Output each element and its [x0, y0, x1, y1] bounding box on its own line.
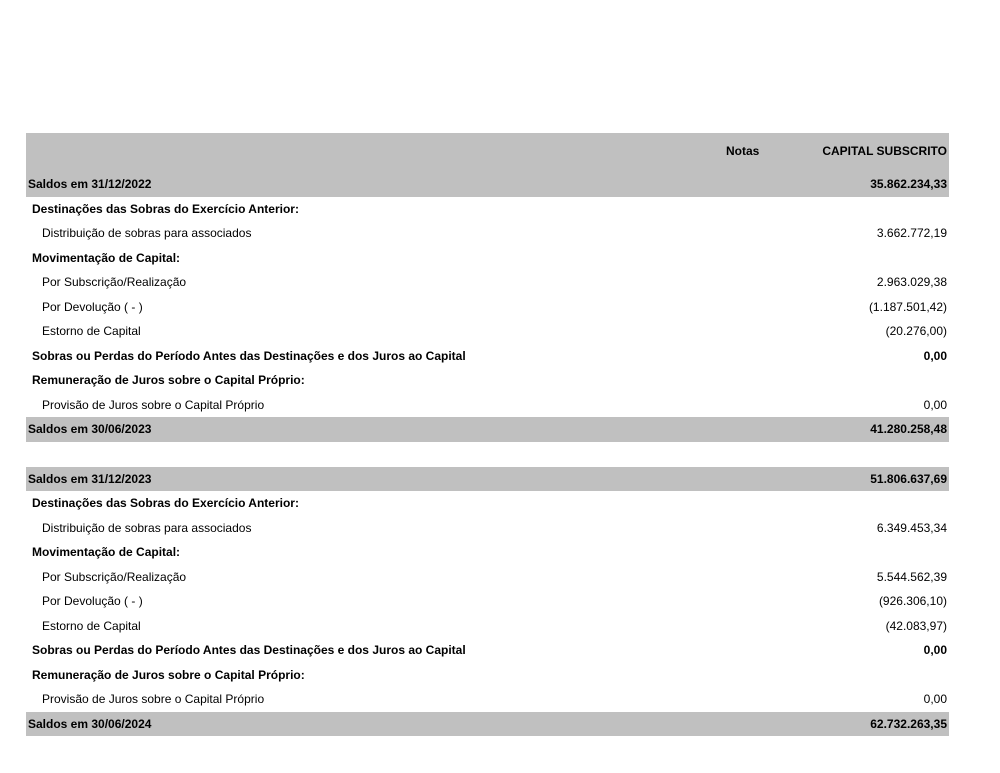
row-label: Sobras ou Perdas do Período Antes das Destinações e dos Juros ao Capital: [32, 348, 466, 363]
section-total-row: [26, 638, 949, 663]
row-label: Por Subscrição/Realização: [42, 275, 187, 289]
row-value: 6.349.453,34: [876, 520, 947, 535]
row-value: 41.280.258,48: [870, 422, 947, 436]
section-header-row: [26, 540, 949, 565]
closing-balance-row: [26, 712, 949, 737]
equity-statement-table: [26, 133, 949, 736]
row-value: 0,00: [923, 348, 947, 363]
row-value: 3.662.772,19: [876, 226, 947, 240]
table-row: [26, 319, 949, 344]
section-header-row: [26, 368, 949, 393]
row-label: Distribuição de sobras para associados: [42, 520, 252, 535]
row-label: Saldos em 30/06/2024: [28, 716, 152, 731]
row-label: Por Devolução ( - ): [42, 594, 143, 608]
closing-balance-row: [26, 417, 949, 442]
row-value: (20.276,00): [885, 324, 947, 338]
row-label: Saldos em 31/12/2022: [28, 177, 152, 191]
row-label: Por Subscrição/Realização: [42, 569, 187, 584]
row-value: 35.862.234,33: [870, 177, 947, 191]
table-row: [26, 295, 949, 320]
row-label: Remuneração de Juros sobre o Capital Próprio:: [32, 667, 305, 682]
row-value: (42.083,97): [885, 618, 947, 633]
row-label: Movimentação de Capital:: [32, 250, 181, 265]
table-row: [26, 270, 949, 295]
row-label: Estorno de Capital: [42, 618, 141, 633]
section-header-row: [26, 491, 949, 516]
row-label: Sobras ou Perdas do Período Antes das Destinações e dos Juros ao Capital: [32, 643, 466, 657]
table-row: [26, 221, 949, 246]
row-value: 0,00: [923, 692, 947, 706]
row-label: Distribuição de sobras para associados: [42, 226, 252, 240]
row-label: Por Devolução ( - ): [42, 299, 143, 314]
row-label: Destinações das Sobras do Exercício Anterior:: [32, 201, 299, 216]
row-value: 0,00: [923, 643, 947, 657]
row-label: Saldos em 30/06/2023: [28, 422, 152, 436]
notas-column-header: Notas: [726, 144, 760, 158]
row-label: Estorno de Capital: [42, 324, 141, 338]
row-value: (1.187.501,42): [868, 299, 947, 314]
table-row: [26, 589, 949, 614]
table-header: [26, 133, 949, 172]
row-label: Provisão de Juros sobre o Capital Próprio: [42, 692, 265, 706]
opening-balance-row: [26, 172, 949, 197]
row-value: (926.306,10): [878, 594, 947, 608]
opening-balance-row: [26, 467, 949, 492]
row-label: Remuneração de Juros sobre o Capital Próprio:: [32, 373, 305, 387]
section-header-row: [26, 663, 949, 688]
section-total-row: [26, 344, 949, 369]
period-separator: [26, 442, 949, 467]
row-label: Destinações das Sobras do Exercício Anterior:: [32, 496, 299, 510]
section-header-row: [26, 197, 949, 222]
row-label: Movimentação de Capital:: [32, 545, 181, 559]
table-row: [26, 687, 949, 712]
capital-subscrito-column-header: CAPITAL SUBSCRITO: [822, 144, 947, 158]
row-label: Provisão de Juros sobre o Capital Próprio: [42, 397, 265, 412]
row-value: 5.544.562,39: [876, 569, 947, 584]
table-row: [26, 516, 949, 541]
row-value: 62.732.263,35: [870, 716, 947, 731]
row-value: 2.963.029,38: [876, 275, 947, 289]
table-row: [26, 614, 949, 639]
table-row: [26, 393, 949, 418]
row-value: 0,00: [923, 397, 947, 412]
row-label: Saldos em 31/12/2023: [28, 471, 152, 486]
row-value: 51.806.637,69: [870, 471, 947, 486]
table-row: [26, 565, 949, 590]
section-header-row: [26, 246, 949, 271]
